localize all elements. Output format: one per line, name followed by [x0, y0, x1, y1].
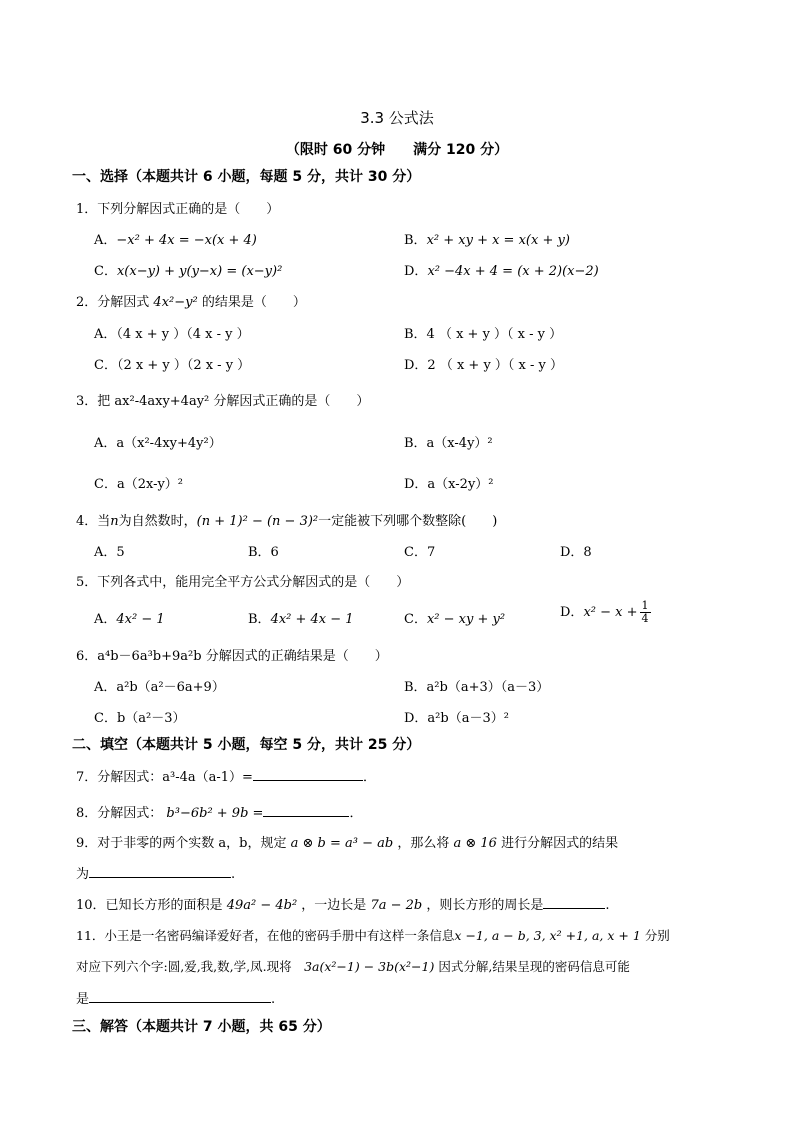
answer-blank-9[interactable] — [89, 864, 231, 878]
question-4-option-a: A．5 — [94, 545, 125, 560]
question-1-option-c: C．x(x−y) + y(y−x) = (x−y)² — [94, 264, 283, 279]
section-heading-fill: 二、填空（本题共计 5 小题，每空 5 分，共计 25 分） — [72, 737, 421, 753]
question-4-option-b: B．6 — [248, 545, 279, 560]
question-5-option-b: B．4x² + 4x − 1 — [248, 612, 354, 627]
question-5-stem: 5．下列各式中，能用完全平方公式分解因式的是（ ） — [76, 575, 410, 590]
question-3-stem: 3．把 ax²-4axy+4ay² 分解因式正确的是（ ） — [76, 394, 370, 409]
question-5-option-a: A．4x² − 1 — [94, 612, 165, 627]
question-6-option-b: B．a²b（a+3）（a－3） — [404, 680, 550, 695]
question-2-option-a: A．（4 x + y ）（4 x - y ） — [94, 327, 250, 342]
question-6-stem: 6．a⁴b－6a³b+9a²b 分解因式的正确结果是（ ） — [76, 649, 388, 664]
question-6-option-d: D．a²b（a－3）² — [404, 711, 509, 726]
question-1-stem: 1．下列分解因式正确的是（ ） — [76, 202, 280, 217]
question-1-option-b: B．x² + xy + x = x(x + y) — [404, 233, 570, 248]
question-2-option-d: D．2 （ x + y ）（ x - y ） — [404, 358, 564, 373]
question-4-stem: 4．当n为自然数时，(n + 1)² − (n − 3)²一定能被下列哪个数整除( ) — [76, 514, 498, 529]
section-heading-answer: 三、解答（本题共计 7 小题，共 65 分） — [72, 1019, 331, 1035]
answer-blank-10[interactable] — [543, 895, 605, 909]
answer-blank-8[interactable] — [263, 803, 349, 817]
question-3-option-b: B．a（x-4y）² — [404, 436, 493, 451]
question-3-option-c: C．a（2x-y）² — [94, 477, 184, 492]
question-5-option-c: C．x² − xy + y² — [404, 612, 506, 627]
question-4-option-c: C．7 — [404, 545, 436, 560]
question-6-option-a: A．a²b（a²－6a+9） — [94, 680, 225, 695]
answer-blank-11[interactable] — [89, 989, 271, 1003]
question-11-line-1: 11．小王是一名密码编译爱好者，在他的密码手册中有这样一条信息x −1, a − b, 3, x² +1, a, x + 1 分别 — [76, 928, 670, 943]
question-10: 10．已知长方形的面积是 49a² − 4b² ，一边长是 7a − 2b ，则长方形的周长是 . — [76, 894, 610, 913]
question-1-option-a: A．−x² + 4x = −x(x + 4) — [94, 233, 257, 248]
page-title: 3.3 公式法 — [360, 109, 434, 127]
section-heading-choice: 一、选择（本题共计 6 小题，每题 5 分，共计 30 分） — [72, 169, 421, 185]
question-2-option-b: B．4 （ x + y ）（ x - y ） — [404, 327, 563, 342]
question-3-option-d: D．a（x-2y）² — [404, 477, 494, 492]
question-4-option-d: D．8 — [560, 545, 592, 560]
question-11-line-3: 是 . — [76, 988, 275, 1007]
question-2-option-c: C．（2 x + y ）（2 x - y ） — [94, 358, 251, 373]
question-9-line-1: 9．对于非零的两个实数 a，b，规定 a ⊗ b = a³ − ab ，那么将 a ⊗ 16 进行分解因式的结果 — [76, 836, 619, 851]
answer-blank-7[interactable] — [253, 767, 363, 781]
page-subtitle: （限时 60 分钟 满分 120 分） — [285, 142, 509, 158]
question-9-line-2: 为 . — [76, 863, 235, 882]
question-7: 7．分解因式：a³-4a（a-1）= ． — [76, 766, 376, 785]
question-2-stem: 2．分解因式 4x²−y² 的结果是（ ） — [76, 295, 306, 310]
question-8: 8．分解因式： b³−6b² + 9b = ． — [76, 802, 362, 821]
question-3-option-a: A．a（x²-4xy+4y²） — [94, 436, 222, 451]
question-6-option-c: C．b（a²－3） — [94, 711, 186, 726]
fraction-one-quarter: $\frac{1}{4}$ — [641, 599, 649, 625]
question-1-option-d: D．x² −4x + 4 = (x + 2)(x−2) — [404, 264, 599, 279]
question-5-option-d: D．x² − x + $\frac{1}{4}$ — [560, 599, 649, 625]
question-11-line-2: 对应下列六个字:圆,爱,我,数,学,凤.现将 3a(x²−1) − 3b(x²−1) 因式分解,结果呈现的密码信息可能 — [76, 959, 630, 974]
